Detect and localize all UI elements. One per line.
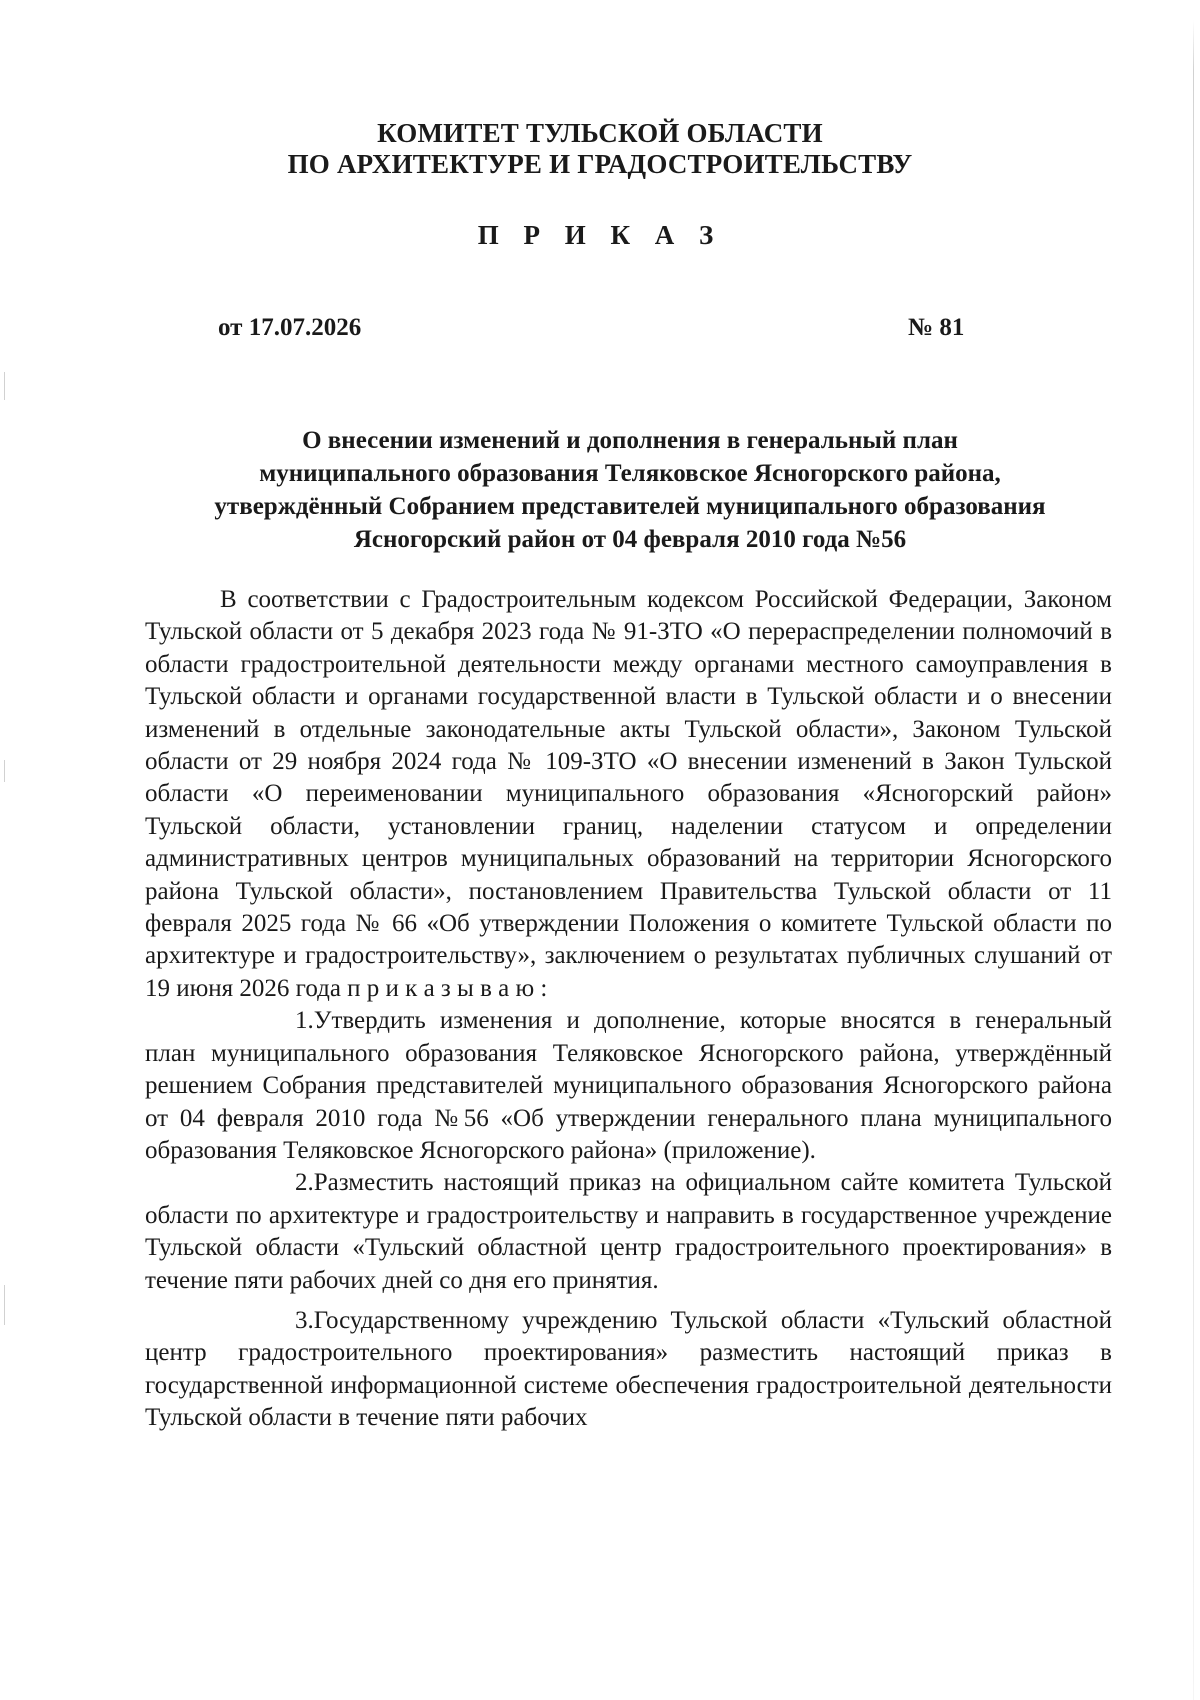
item-number: 3.	[295, 1306, 314, 1334]
order-verb: п р и к а з ы в а ю :	[347, 974, 548, 1002]
order-date: от 17.07.2026	[218, 314, 362, 341]
document-body	[145, 584, 1112, 1435]
document-type: П Р И К А З	[477, 220, 723, 250]
order-number: № 81	[908, 314, 965, 341]
document-title	[150, 424, 1110, 556]
item-number: 2.	[295, 1169, 314, 1197]
item-text: Государственному учреждению Тульской области «Тульский областной центр градостроительного проектирования» разместить настоящий приказ в государственной информационной системе обеспечения градостроительной деятельности Тульской области в течение пяти рабочих	[145, 1306, 1112, 1432]
scan-margin-mark	[4, 760, 5, 782]
preamble-paragraph	[145, 584, 1112, 1005]
document-title-line: утверждённый Собранием представителей муниципального образования	[214, 493, 1046, 520]
organization-name-line-1: КОМИТЕТ ТУЛЬСКОЙ ОБЛАСТИ	[377, 118, 823, 148]
document-title-line: муниципального образования Теляковское Ясногорского района,	[259, 460, 1001, 487]
item-text: Утвердить изменения и дополнение, которые вносятся в генеральный план муниципального образования Теляковское Ясногорского района, утверждённый решением Собрания представителей муниципального образования Ясногорского района от 04 февраля 2010 года №56 «Об утверждении генерального плана муниципального образования Теляковское Ясногорского района» (приложение).	[145, 1007, 1112, 1164]
order-item	[145, 1305, 1112, 1435]
scan-margin-mark	[4, 1285, 5, 1325]
document-title-line: О внесении изменений и дополнения в генеральный план	[302, 427, 958, 454]
item-number: 1.	[295, 1007, 314, 1035]
organization-header	[0, 118, 1200, 180]
organization-name-line-2: ПО АРХИТЕКТУРЕ И ГРАДОСТРОИТЕЛЬСТВУ	[287, 149, 913, 179]
preamble-text: В соответствии с Градостроительным кодексом Российской Федерации, Законом Тульской области от 5 декабря 2023 года № 91-ЗТО «О перераспределении полномочий в области градостроительной деятельности между органами местного самоуправления в Тульской области и органами государственной власти в Тульской области и о внесении изменений в отдельные законодательные акты Тульской области», Законом Тульской области от 29 ноября 2024 года № 109-ЗТО «О внесении изменений в Закон Тульской области «О переименовании муниципального образования «Ясногорский район» Тульской области, установлении границ, наделении статусом и определении административных центров муниципальных образований на территории Ясногорского района Тульской области», постановлением Правительства Тульской области от 11 февраля 2025 года № 66 «Об утверждении Положения о комитете Тульской области по архитектуре и градостроительству», заключением о результатах публичных слушаний от 19 июня 2026 года	[145, 586, 1112, 1002]
item-text: Разместить настоящий приказ на официальном сайте комитета Тульской области по архитектуре и градостроительству и направить в государственное учреждение Тульской области «Тульский областной центр градостроительного проектирования» в течение пяти рабочих дней со дня его принятия.	[145, 1169, 1112, 1294]
order-item	[145, 1005, 1112, 1167]
scan-margin-mark	[4, 372, 5, 400]
document-title-line: Ясногорский район от 04 февраля 2010 года №56	[353, 526, 907, 553]
order-item	[145, 1167, 1112, 1297]
scan-edge-line	[1193, 20, 1194, 1700]
